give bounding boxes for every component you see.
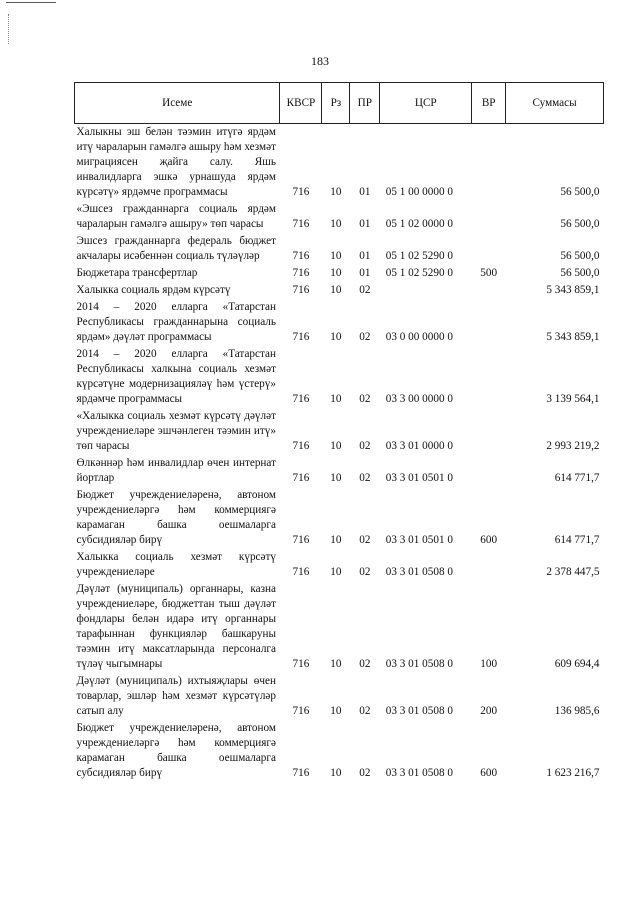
table-row — [75, 346, 604, 408]
row-rz: 10 — [330, 705, 342, 717]
row-vr — [472, 201, 506, 233]
row-csr: 03 3 01 0508 0 — [385, 566, 453, 578]
table-row — [75, 455, 604, 487]
row-kvsr: 716 — [292, 250, 310, 262]
table-row — [75, 233, 604, 265]
header-rz: Рз — [322, 83, 350, 124]
row-kvsr: 716 — [292, 218, 310, 230]
row-csr: 03 3 01 0501 0 — [385, 534, 453, 546]
row-name: 2014 – 2020 елларга «Татарстан Республикасы халкына социаль хезмәт күрсәтүне модернизацияләү һәм үстерү» ярдәмче программасы — [76, 348, 276, 405]
table-row — [75, 673, 604, 720]
row-kvsr: 716 — [292, 658, 310, 670]
row-rz: 10 — [330, 440, 342, 452]
row-csr: 05 1 00 0000 0 — [385, 186, 453, 198]
row-kvsr: 716 — [292, 705, 310, 717]
row-sum: 5 343 859,1 — [546, 284, 600, 296]
row-csr: 03 3 01 0501 0 — [385, 472, 453, 484]
row-pr: 02 — [359, 658, 371, 670]
row-name: Бюджет учреждениеләренә, автоном учреждениеләргә һәм коммерциягә карамаган башка оешмаларга субсидияләр бирү — [76, 489, 276, 546]
row-kvsr: 716 — [292, 534, 310, 546]
table-row — [75, 487, 604, 549]
row-csr: 03 3 00 0000 0 — [385, 393, 453, 405]
row-csr: 05 1 02 0000 0 — [385, 218, 453, 230]
table-row — [75, 124, 604, 202]
row-pr: 01 — [359, 267, 371, 279]
row-vr — [472, 346, 506, 408]
row-name: 2014 – 2020 елларга «Татарстан Республикасы гражданнарына социаль ярдәм» дәүләт программасы — [76, 301, 276, 343]
row-vr — [472, 124, 506, 202]
row-name: Бюджетара трансфертлар — [76, 267, 198, 279]
row-name: Эшсез гражданнарга федераль бюджет акчалары исәбеннән социаль түләүләр — [76, 235, 276, 262]
row-name: Бюджет учреждениеләренә, автоном учреждениеләргә һәм коммерциягә карамаган башка оешмаларга субсидияләр бирү — [76, 722, 276, 779]
row-kvsr: 716 — [292, 186, 310, 198]
table-row — [75, 282, 604, 299]
table-row — [75, 581, 604, 673]
table-row — [75, 549, 604, 581]
row-vr: 200 — [480, 705, 498, 717]
row-rz: 10 — [330, 250, 342, 262]
row-csr: 03 0 00 0000 0 — [385, 331, 453, 343]
row-sum: 614 771,7 — [554, 472, 600, 484]
row-kvsr: 716 — [292, 331, 310, 343]
table-header-row — [75, 83, 604, 124]
row-pr: 02 — [359, 440, 371, 452]
budget-table — [74, 82, 604, 782]
row-name: Халыкны эш белән тәэмин итүгә ярдәм итү чараларын гамәлгә ашыру һәм хезмәт миграциясен җайга салу. Яшь инвалидларга эшкә урнашуда ярдәм күрсәтү» ярдәмче программасы — [76, 126, 276, 198]
row-rz: 10 — [330, 284, 342, 296]
row-pr: 01 — [359, 250, 371, 262]
row-name: «Халыкка социаль хезмәт күрсәтү дәүләт учреждениеләре эшчәнлеген тәэмин итү» төп чарасы — [76, 410, 276, 452]
row-csr: 03 3 01 0508 0 — [385, 658, 453, 670]
row-name: Халыкка социаль ярдәм күрсәтү — [76, 284, 231, 296]
row-vr: 100 — [480, 658, 498, 670]
row-name: Халыкка социаль хезмәт күрсәтү учреждениеләре — [76, 551, 276, 578]
row-sum: 56 500,0 — [560, 267, 600, 279]
row-csr: 03 3 01 0508 0 — [385, 767, 453, 779]
row-csr: 03 3 01 0508 0 — [385, 705, 453, 717]
scan-edge-mark — [6, 2, 56, 9]
scan-margin-dots — [8, 14, 11, 44]
row-pr: 02 — [359, 534, 371, 546]
table-row — [75, 299, 604, 346]
row-rz: 10 — [330, 566, 342, 578]
row-rz: 10 — [330, 393, 342, 405]
row-sum: 136 985,6 — [554, 705, 600, 717]
row-vr: 500 — [480, 267, 498, 279]
row-sum: 5 343 859,1 — [546, 331, 600, 343]
row-vr — [472, 299, 506, 346]
row-kvsr: 716 — [292, 767, 310, 779]
row-pr: 02 — [359, 705, 371, 717]
table-row — [75, 408, 604, 455]
row-vr — [472, 233, 506, 265]
row-sum: 609 694,4 — [554, 658, 600, 670]
row-rz: 10 — [330, 267, 342, 279]
row-pr: 02 — [359, 393, 371, 405]
row-kvsr: 716 — [292, 472, 310, 484]
row-vr — [472, 455, 506, 487]
row-csr: 03 3 01 0000 0 — [385, 440, 453, 452]
row-name: Дәүләт (муниципаль) органнары, казна учреждениеләре, бюджеттан тыш дәүләт фондлары белән идарә итү органнары тарафыннан функцияләр башкаруны тәэмин итү максатларында персоналга түләү чыгымнары — [76, 583, 276, 670]
row-vr — [472, 549, 506, 581]
header-vr: ВР — [472, 83, 506, 124]
row-pr: 02 — [359, 566, 371, 578]
row-pr: 02 — [359, 331, 371, 343]
row-vr — [472, 282, 506, 299]
row-rz: 10 — [330, 472, 342, 484]
header-sum: Суммасы — [506, 83, 604, 124]
row-sum: 56 500,0 — [560, 250, 600, 262]
row-pr: 02 — [359, 472, 371, 484]
row-sum: 2 378 447,5 — [546, 566, 600, 578]
row-pr: 02 — [359, 284, 371, 296]
row-pr: 01 — [359, 218, 371, 230]
row-rz: 10 — [330, 331, 342, 343]
row-sum: 3 139 564,1 — [546, 393, 600, 405]
row-sum: 1 623 216,7 — [546, 767, 600, 779]
row-name: Өлкәннәр һәм инвалидлар өчен интернат йортлар — [76, 457, 276, 484]
row-pr: 01 — [359, 186, 371, 198]
row-csr: 05 1 02 5290 0 — [385, 267, 453, 279]
header-name: Исеме — [75, 83, 280, 124]
row-kvsr: 716 — [292, 267, 310, 279]
header-csr: ЦСР — [380, 83, 472, 124]
row-sum: 614 771,7 — [554, 534, 600, 546]
row-sum: 56 500,0 — [560, 186, 600, 198]
row-rz: 10 — [330, 658, 342, 670]
row-name: «Эшсез гражданнарга социаль ярдәм чараларын гамәлгә ашыру» төп чарасы — [76, 203, 276, 230]
row-rz: 10 — [330, 534, 342, 546]
row-sum: 2 993 219,2 — [546, 440, 600, 452]
row-rz: 10 — [330, 186, 342, 198]
row-vr — [472, 408, 506, 455]
row-kvsr: 716 — [292, 393, 310, 405]
page-number: 183 — [311, 54, 329, 68]
row-kvsr: 716 — [292, 440, 310, 452]
row-kvsr: 716 — [292, 566, 310, 578]
header-kvsr: КВСР — [280, 83, 322, 124]
row-sum: 56 500,0 — [560, 218, 600, 230]
header-pr: ПР — [350, 83, 380, 124]
table-row — [75, 201, 604, 233]
row-vr: 600 — [480, 767, 498, 779]
table-row — [75, 720, 604, 782]
row-kvsr: 716 — [292, 284, 310, 296]
row-rz: 10 — [330, 767, 342, 779]
table-row — [75, 265, 604, 282]
row-vr: 600 — [480, 534, 498, 546]
row-pr: 02 — [359, 767, 371, 779]
row-csr — [380, 282, 472, 299]
row-rz: 10 — [330, 218, 342, 230]
row-name: Дәүләт (муниципаль) ихтыяҗлары өчен товарлар, эшләр һәм хезмәт күрсәтүләр сатып алу — [76, 675, 276, 717]
row-csr: 05 1 02 5290 0 — [385, 250, 453, 262]
